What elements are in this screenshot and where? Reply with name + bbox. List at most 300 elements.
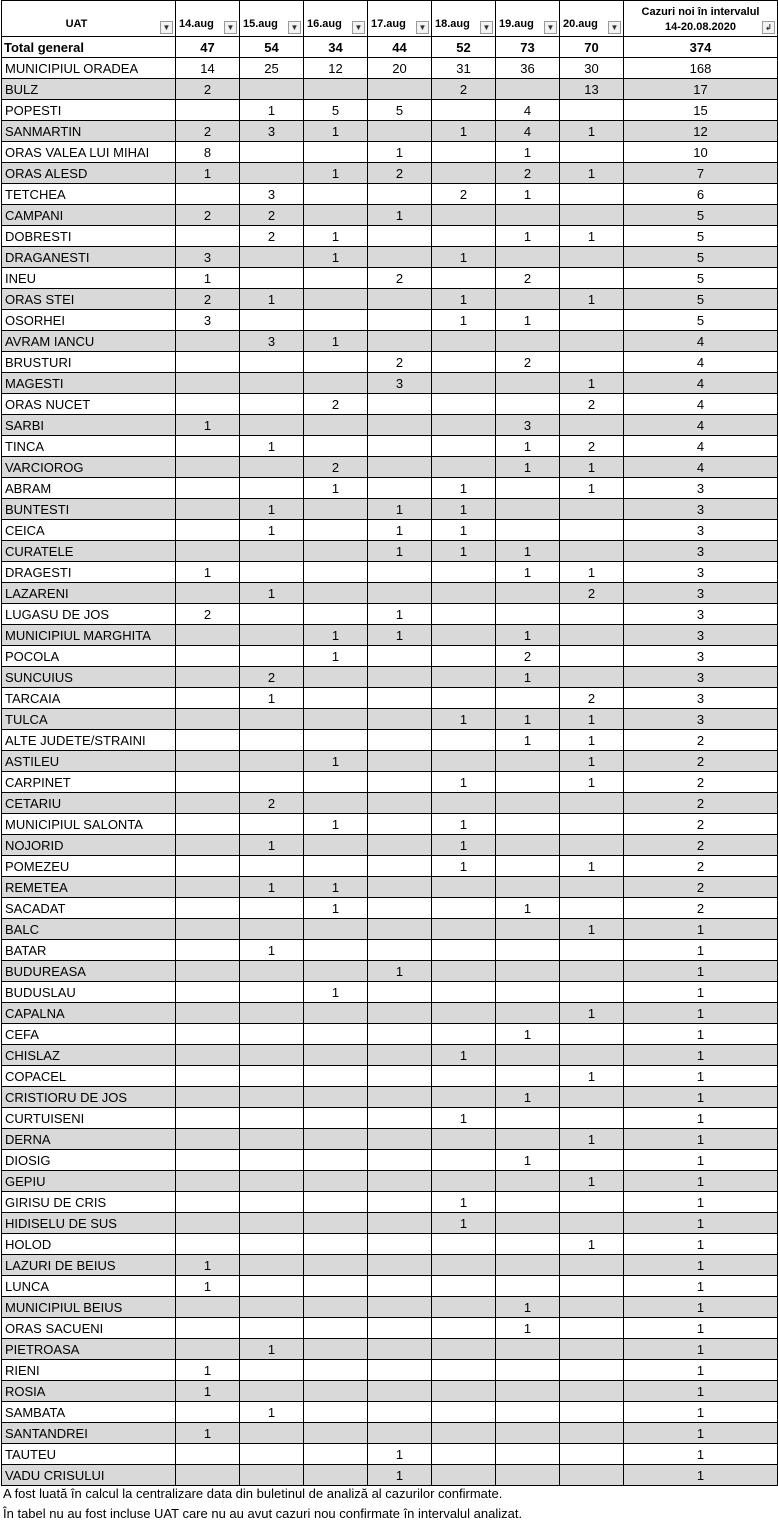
day-cell bbox=[176, 730, 240, 751]
total-cell: 1 bbox=[624, 982, 778, 1003]
day-cell bbox=[304, 772, 368, 793]
table-row bbox=[2, 205, 778, 226]
day-cell bbox=[304, 1360, 368, 1381]
day-cell bbox=[176, 1066, 240, 1087]
day-cell bbox=[368, 1381, 432, 1402]
day-cell bbox=[560, 625, 624, 646]
uat-name-cell: POCOLA bbox=[2, 646, 176, 667]
filter-dropdown-icon[interactable]: ▼ bbox=[480, 21, 493, 34]
day-cell bbox=[432, 919, 496, 940]
uat-name-cell: BUNTESTI bbox=[2, 499, 176, 520]
day-cell bbox=[240, 1255, 304, 1276]
header-row bbox=[2, 1, 778, 37]
table-row bbox=[2, 1297, 778, 1318]
day-cell bbox=[560, 1465, 624, 1486]
row-label: Total general bbox=[2, 37, 176, 58]
table-row bbox=[2, 1108, 778, 1129]
uat-name-cell: BUDUREASA bbox=[2, 961, 176, 982]
day-cell bbox=[240, 1129, 304, 1150]
table-row bbox=[2, 541, 778, 562]
day-cell bbox=[368, 478, 432, 499]
day-cell bbox=[432, 457, 496, 478]
filter-dropdown-icon[interactable]: ▼ bbox=[544, 21, 557, 34]
day-cell: 14 bbox=[176, 58, 240, 79]
day-cell: 1 bbox=[496, 457, 560, 478]
day-cell: 2 bbox=[240, 793, 304, 814]
day-cell bbox=[240, 1465, 304, 1486]
day-cell: 30 bbox=[560, 58, 624, 79]
table-row bbox=[2, 1276, 778, 1297]
day-cell bbox=[304, 499, 368, 520]
table-row bbox=[2, 457, 778, 478]
uat-name-cell: LUNCA bbox=[2, 1276, 176, 1297]
day-cell: 1 bbox=[304, 331, 368, 352]
day-cell bbox=[176, 1339, 240, 1360]
day-cell bbox=[304, 1045, 368, 1066]
total-cell: 1 bbox=[624, 1129, 778, 1150]
day-cell bbox=[240, 919, 304, 940]
table-row bbox=[2, 877, 778, 898]
day-cell: 4 bbox=[496, 121, 560, 142]
day-cell bbox=[240, 1276, 304, 1297]
day-cell bbox=[496, 520, 560, 541]
total-cell: 15 bbox=[624, 100, 778, 121]
uat-name-cell: CARPINET bbox=[2, 772, 176, 793]
day-cell bbox=[304, 1087, 368, 1108]
total-cell: 1 bbox=[624, 961, 778, 982]
day-cell bbox=[240, 646, 304, 667]
day-cell: 1 bbox=[496, 1087, 560, 1108]
day-cell bbox=[560, 1360, 624, 1381]
day-cell bbox=[304, 184, 368, 205]
total-cell: 5 bbox=[624, 205, 778, 226]
day-cell bbox=[176, 457, 240, 478]
day-cell bbox=[176, 793, 240, 814]
day-cell bbox=[560, 247, 624, 268]
day-column-header bbox=[496, 1, 560, 37]
day-cell bbox=[560, 604, 624, 625]
total-header-line2: 14-20.08.2020 bbox=[665, 21, 736, 33]
day-cell: 1 bbox=[304, 625, 368, 646]
day-cell: 31 bbox=[432, 58, 496, 79]
day-cell bbox=[240, 898, 304, 919]
day-cell bbox=[560, 898, 624, 919]
table-row bbox=[2, 142, 778, 163]
cases-table bbox=[1, 0, 778, 1486]
day-cell bbox=[432, 562, 496, 583]
day-cell bbox=[240, 163, 304, 184]
day-cell bbox=[176, 751, 240, 772]
filter-dropdown-icon[interactable]: ▼ bbox=[160, 21, 173, 34]
day-cell bbox=[368, 793, 432, 814]
uat-name-cell: PIETROASA bbox=[2, 1339, 176, 1360]
uat-name-cell: ASTILEU bbox=[2, 751, 176, 772]
table-row bbox=[2, 1402, 778, 1423]
day-cell: 1 bbox=[240, 436, 304, 457]
day-cell: 1 bbox=[176, 562, 240, 583]
day-cell bbox=[496, 1402, 560, 1423]
uat-column-header bbox=[2, 1, 176, 37]
day-cell bbox=[240, 1087, 304, 1108]
uat-name-cell: BUDUSLAU bbox=[2, 982, 176, 1003]
uat-name-cell: ORAS ALESD bbox=[2, 163, 176, 184]
total-cell: 3 bbox=[624, 688, 778, 709]
filter-dropdown-icon[interactable]: ▼ bbox=[288, 21, 301, 34]
day-cell bbox=[432, 436, 496, 457]
day-cell bbox=[240, 1318, 304, 1339]
day-cell bbox=[496, 1192, 560, 1213]
day-cell: 73 bbox=[496, 37, 560, 58]
table-row bbox=[2, 1150, 778, 1171]
day-cell bbox=[176, 1003, 240, 1024]
day-cell bbox=[432, 730, 496, 751]
uat-name-cell: SANMARTIN bbox=[2, 121, 176, 142]
day-cell: 1 bbox=[304, 163, 368, 184]
day-cell bbox=[560, 1318, 624, 1339]
day-cell: 1 bbox=[432, 835, 496, 856]
day-cell bbox=[304, 79, 368, 100]
footnote-line: În tabel nu au fost incluse UAT care nu au avut cazuri nou confirmate în intervalul analizat. bbox=[3, 1506, 523, 1521]
uat-name-cell: SARBI bbox=[2, 415, 176, 436]
day-cell: 1 bbox=[432, 541, 496, 562]
day-cell bbox=[496, 982, 560, 1003]
day-cell: 1 bbox=[432, 772, 496, 793]
day-cell: 1 bbox=[496, 667, 560, 688]
day-cell bbox=[432, 163, 496, 184]
day-cell bbox=[304, 436, 368, 457]
day-cell bbox=[496, 1234, 560, 1255]
day-cell: 1 bbox=[368, 604, 432, 625]
table-row bbox=[2, 1024, 778, 1045]
table-row bbox=[2, 310, 778, 331]
total-header-line1: Cazuri noi în intervalul bbox=[641, 6, 760, 18]
day-cell bbox=[560, 520, 624, 541]
day-cell bbox=[560, 184, 624, 205]
day-cell bbox=[176, 373, 240, 394]
day-cell bbox=[176, 1402, 240, 1423]
uat-name-cell: LUGASU DE JOS bbox=[2, 604, 176, 625]
footnotes bbox=[3, 1484, 773, 1524]
day-cell: 1 bbox=[496, 541, 560, 562]
total-cell: 2 bbox=[624, 856, 778, 877]
day-cell bbox=[304, 310, 368, 331]
day-cell bbox=[304, 1444, 368, 1465]
day-cell: 2 bbox=[304, 457, 368, 478]
day-cell: 1 bbox=[368, 541, 432, 562]
day-cell bbox=[304, 205, 368, 226]
day-cell bbox=[368, 289, 432, 310]
uat-name-cell: LAZURI DE BEIUS bbox=[2, 1255, 176, 1276]
day-cell bbox=[432, 1381, 496, 1402]
uat-name-cell: ORAS NUCET bbox=[2, 394, 176, 415]
day-cell: 1 bbox=[560, 226, 624, 247]
table-row bbox=[2, 415, 778, 436]
day-cell bbox=[368, 1360, 432, 1381]
uat-name-cell: POMEZEU bbox=[2, 856, 176, 877]
table-row bbox=[2, 499, 778, 520]
total-cell: 17 bbox=[624, 79, 778, 100]
day-cell bbox=[560, 961, 624, 982]
day-cell bbox=[432, 1276, 496, 1297]
day-cell bbox=[176, 1129, 240, 1150]
day-cell bbox=[240, 751, 304, 772]
day-cell bbox=[496, 499, 560, 520]
day-header-label: 15.aug bbox=[243, 18, 278, 30]
day-cell: 1 bbox=[432, 310, 496, 331]
table-row bbox=[2, 1339, 778, 1360]
day-cell bbox=[496, 1129, 560, 1150]
day-cell: 1 bbox=[176, 268, 240, 289]
day-cell: 1 bbox=[560, 919, 624, 940]
day-cell bbox=[176, 856, 240, 877]
day-cell bbox=[176, 499, 240, 520]
day-cell bbox=[368, 814, 432, 835]
table-row bbox=[2, 1318, 778, 1339]
day-cell bbox=[560, 1045, 624, 1066]
day-cell: 1 bbox=[560, 1066, 624, 1087]
day-cell: 2 bbox=[240, 667, 304, 688]
uat-name-cell: CAMPANI bbox=[2, 205, 176, 226]
day-cell: 1 bbox=[432, 121, 496, 142]
day-cell bbox=[432, 1423, 496, 1444]
total-cell: 3 bbox=[624, 478, 778, 499]
total-cell: 1 bbox=[624, 1297, 778, 1318]
day-cell: 2 bbox=[432, 184, 496, 205]
day-cell bbox=[176, 1444, 240, 1465]
day-cell bbox=[176, 646, 240, 667]
day-cell bbox=[304, 1108, 368, 1129]
day-cell: 2 bbox=[560, 583, 624, 604]
day-cell: 1 bbox=[176, 415, 240, 436]
day-cell bbox=[560, 541, 624, 562]
day-cell bbox=[432, 1318, 496, 1339]
filter-dropdown-icon[interactable]: ▼ bbox=[416, 21, 429, 34]
day-cell: 1 bbox=[304, 247, 368, 268]
day-cell bbox=[560, 1297, 624, 1318]
day-cell bbox=[368, 394, 432, 415]
day-cell bbox=[368, 982, 432, 1003]
day-cell bbox=[176, 667, 240, 688]
day-cell: 1 bbox=[240, 835, 304, 856]
day-cell bbox=[176, 1234, 240, 1255]
uat-name-cell: REMETEA bbox=[2, 877, 176, 898]
total-cell: 2 bbox=[624, 751, 778, 772]
total-cell: 1 bbox=[624, 1423, 778, 1444]
day-header-label: 16.aug bbox=[307, 18, 342, 30]
day-cell bbox=[240, 457, 304, 478]
day-cell: 1 bbox=[240, 100, 304, 121]
day-cell: 2 bbox=[560, 688, 624, 709]
day-column-header bbox=[560, 1, 624, 37]
day-cell bbox=[176, 1318, 240, 1339]
day-cell bbox=[368, 856, 432, 877]
day-cell bbox=[176, 1297, 240, 1318]
day-cell bbox=[176, 877, 240, 898]
day-cell bbox=[176, 436, 240, 457]
day-cell bbox=[304, 562, 368, 583]
uat-name-cell: HIDISELU DE SUS bbox=[2, 1213, 176, 1234]
day-cell bbox=[560, 1024, 624, 1045]
day-cell bbox=[496, 1003, 560, 1024]
day-cell bbox=[368, 709, 432, 730]
day-cell bbox=[432, 1003, 496, 1024]
day-cell: 1 bbox=[304, 982, 368, 1003]
day-cell: 1 bbox=[496, 142, 560, 163]
day-cell: 25 bbox=[240, 58, 304, 79]
day-cell bbox=[304, 268, 368, 289]
day-cell bbox=[496, 583, 560, 604]
total-cell: 1 bbox=[624, 1003, 778, 1024]
day-cell bbox=[176, 1213, 240, 1234]
day-cell bbox=[432, 1360, 496, 1381]
day-cell: 1 bbox=[368, 961, 432, 982]
day-header-label: 20.aug bbox=[563, 18, 598, 30]
total-cell: 1 bbox=[624, 919, 778, 940]
day-cell bbox=[560, 667, 624, 688]
total-cell: 4 bbox=[624, 352, 778, 373]
filter-dropdown-icon[interactable]: ▼ bbox=[352, 21, 365, 34]
day-cell bbox=[176, 1024, 240, 1045]
day-header-label: 18.aug bbox=[435, 18, 470, 30]
day-cell bbox=[240, 730, 304, 751]
day-cell bbox=[176, 541, 240, 562]
day-cell bbox=[432, 583, 496, 604]
day-cell bbox=[176, 520, 240, 541]
day-cell bbox=[560, 1381, 624, 1402]
total-cell: 4 bbox=[624, 373, 778, 394]
day-column-header bbox=[304, 1, 368, 37]
table-row bbox=[2, 1003, 778, 1024]
day-cell bbox=[432, 1150, 496, 1171]
day-cell: 1 bbox=[304, 877, 368, 898]
uat-name-cell: COPACEL bbox=[2, 1066, 176, 1087]
table-row bbox=[2, 856, 778, 877]
total-column-header bbox=[624, 1, 778, 37]
sort-filter-icon[interactable]: ↲ bbox=[762, 21, 775, 34]
uat-name-cell: MUNICIPIUL ORADEA bbox=[2, 58, 176, 79]
uat-name-cell: GEPIU bbox=[2, 1171, 176, 1192]
day-cell bbox=[496, 961, 560, 982]
total-cell: 2 bbox=[624, 835, 778, 856]
day-cell bbox=[240, 814, 304, 835]
day-cell bbox=[176, 940, 240, 961]
day-cell bbox=[176, 226, 240, 247]
table-row bbox=[2, 1171, 778, 1192]
day-cell: 1 bbox=[496, 562, 560, 583]
total-cell: 5 bbox=[624, 289, 778, 310]
day-cell: 1 bbox=[240, 1402, 304, 1423]
day-cell: 1 bbox=[560, 709, 624, 730]
total-cell: 1 bbox=[624, 1171, 778, 1192]
day-cell bbox=[496, 1381, 560, 1402]
day-cell: 3 bbox=[240, 331, 304, 352]
day-cell bbox=[304, 1129, 368, 1150]
day-cell: 1 bbox=[432, 289, 496, 310]
day-cell: 2 bbox=[176, 205, 240, 226]
day-cell bbox=[560, 1402, 624, 1423]
day-cell bbox=[432, 1171, 496, 1192]
day-cell: 1 bbox=[496, 1024, 560, 1045]
day-cell bbox=[240, 1234, 304, 1255]
day-cell bbox=[368, 1087, 432, 1108]
table-row bbox=[2, 667, 778, 688]
day-cell bbox=[176, 1108, 240, 1129]
day-cell: 44 bbox=[368, 37, 432, 58]
day-cell bbox=[176, 478, 240, 499]
day-cell bbox=[496, 793, 560, 814]
total-general-row bbox=[2, 37, 778, 58]
day-cell bbox=[240, 772, 304, 793]
day-cell bbox=[176, 1465, 240, 1486]
table-row bbox=[2, 247, 778, 268]
day-cell: 1 bbox=[432, 499, 496, 520]
day-cell bbox=[560, 1087, 624, 1108]
day-cell: 13 bbox=[560, 79, 624, 100]
day-cell bbox=[240, 373, 304, 394]
total-cell: 3 bbox=[624, 520, 778, 541]
day-cell bbox=[240, 310, 304, 331]
day-cell bbox=[432, 982, 496, 1003]
day-cell bbox=[304, 709, 368, 730]
uat-name-cell: ORAS VALEA LUI MIHAI bbox=[2, 142, 176, 163]
day-cell: 1 bbox=[496, 625, 560, 646]
uat-name-cell: CURTUISENI bbox=[2, 1108, 176, 1129]
day-cell bbox=[560, 982, 624, 1003]
day-cell bbox=[240, 478, 304, 499]
day-cell bbox=[240, 142, 304, 163]
day-cell bbox=[368, 1108, 432, 1129]
total-cell: 1 bbox=[624, 940, 778, 961]
table-row bbox=[2, 772, 778, 793]
day-cell: 5 bbox=[368, 100, 432, 121]
uat-name-cell: BALC bbox=[2, 919, 176, 940]
day-cell bbox=[496, 79, 560, 100]
uat-name-cell: CURATELE bbox=[2, 541, 176, 562]
day-cell bbox=[560, 268, 624, 289]
table-row bbox=[2, 1234, 778, 1255]
day-cell bbox=[240, 1171, 304, 1192]
day-cell: 1 bbox=[432, 709, 496, 730]
day-cell bbox=[240, 394, 304, 415]
day-cell bbox=[496, 1444, 560, 1465]
filter-dropdown-icon[interactable]: ▼ bbox=[224, 21, 237, 34]
day-cell bbox=[432, 1402, 496, 1423]
table-row bbox=[2, 1087, 778, 1108]
day-cell: 3 bbox=[176, 247, 240, 268]
day-cell: 1 bbox=[240, 940, 304, 961]
day-cell bbox=[304, 1213, 368, 1234]
day-cell bbox=[304, 940, 368, 961]
day-cell: 1 bbox=[304, 751, 368, 772]
table-row bbox=[2, 1444, 778, 1465]
day-cell bbox=[240, 1213, 304, 1234]
table-row bbox=[2, 520, 778, 541]
day-cell bbox=[560, 142, 624, 163]
day-cell bbox=[176, 1150, 240, 1171]
day-cell bbox=[496, 1045, 560, 1066]
filter-dropdown-icon[interactable]: ▼ bbox=[608, 21, 621, 34]
total-cell: 5 bbox=[624, 226, 778, 247]
total-cell: 3 bbox=[624, 667, 778, 688]
total-cell: 4 bbox=[624, 436, 778, 457]
day-cell bbox=[432, 100, 496, 121]
day-cell bbox=[176, 1171, 240, 1192]
table-row bbox=[2, 478, 778, 499]
day-cell bbox=[368, 583, 432, 604]
table-row bbox=[2, 79, 778, 100]
day-cell: 2 bbox=[368, 163, 432, 184]
table-row bbox=[2, 100, 778, 121]
